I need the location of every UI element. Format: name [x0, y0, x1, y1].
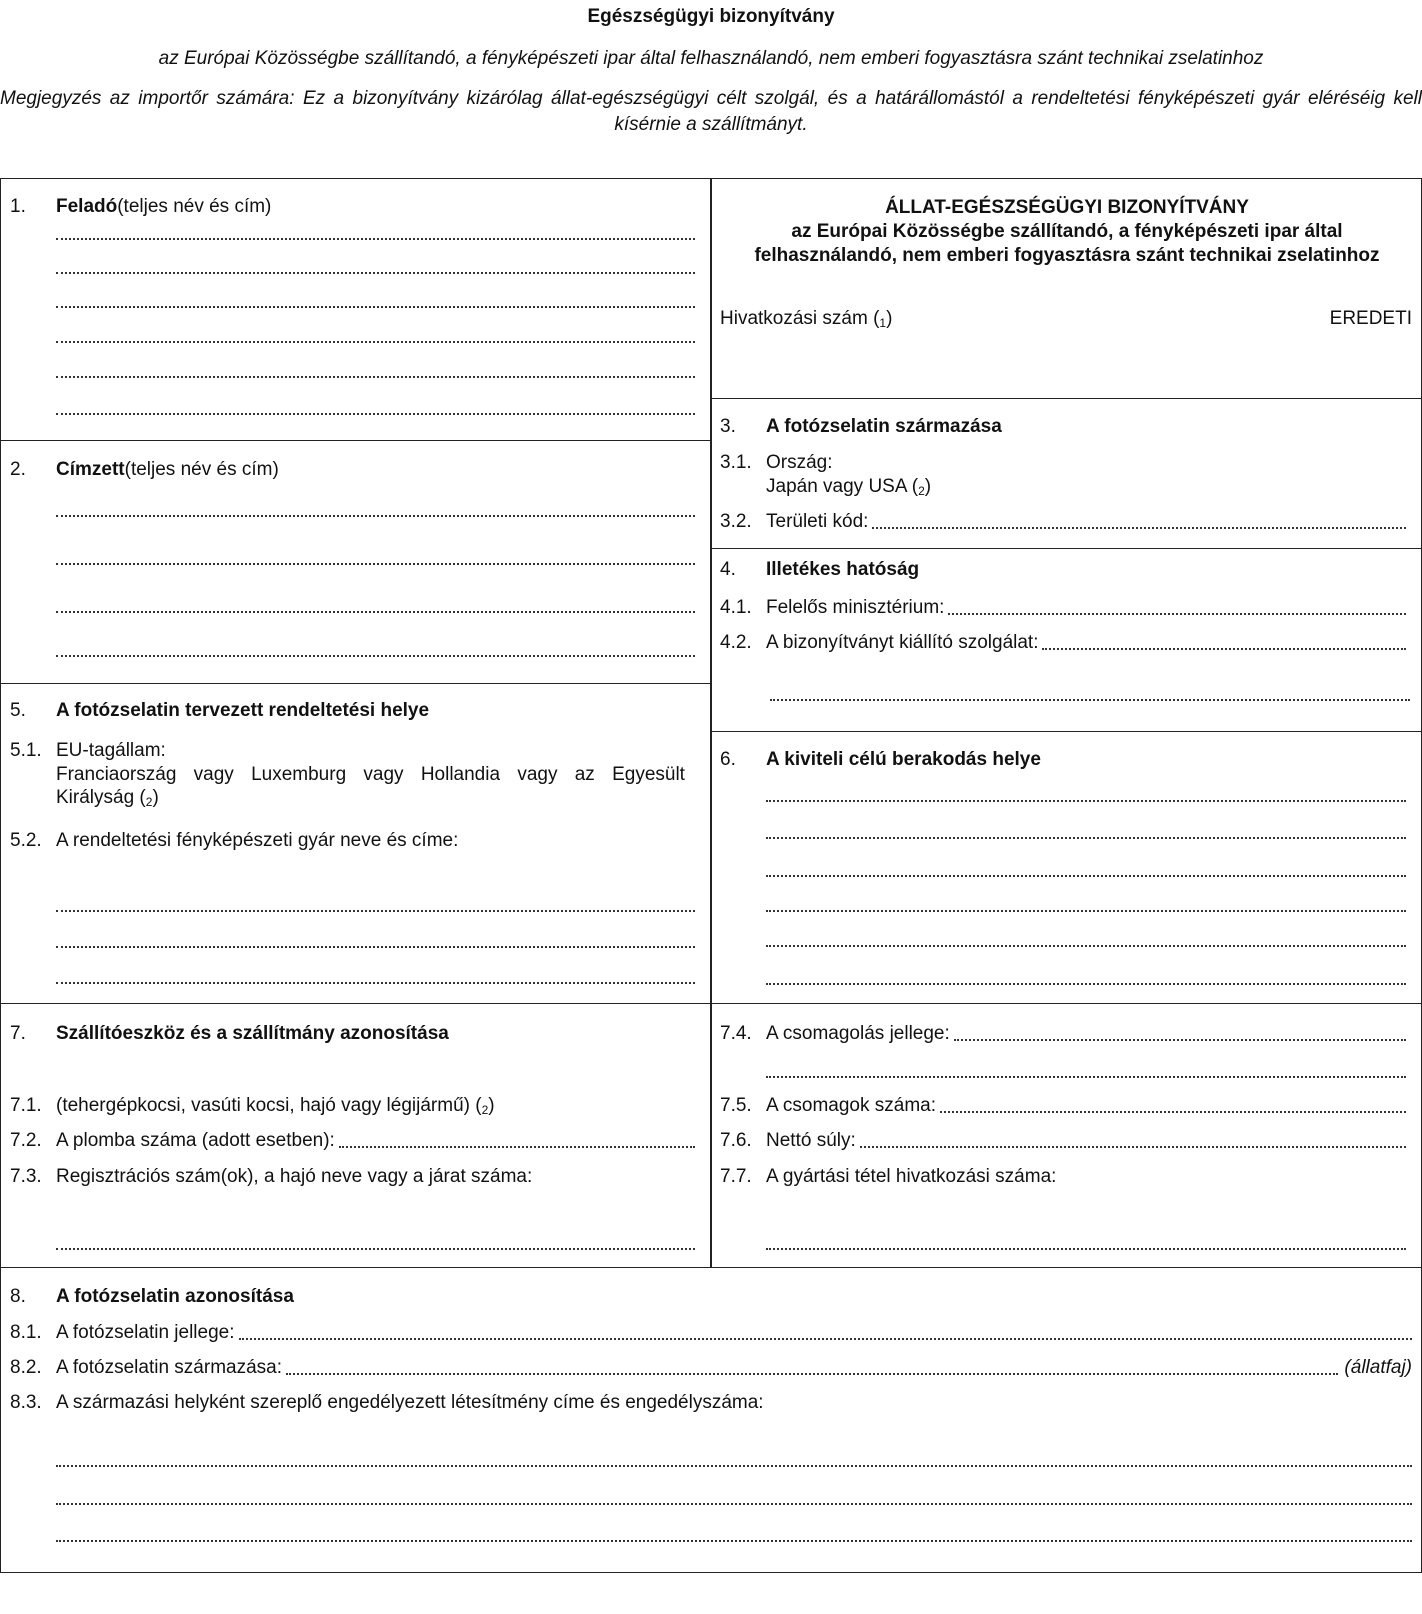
text-fragment: A származási helyként szereplő engedélyezett létesítmény címe és engedélyszáma:	[56, 1392, 764, 1413]
text-fragment: 2	[481, 1103, 489, 1117]
fill-line[interactable]	[770, 699, 1410, 701]
text-fragment: 4.1.	[720, 597, 752, 618]
text-fragment: Nettó súly:	[766, 1130, 856, 1151]
text-fragment: A plomba száma (adott esetben):	[56, 1130, 335, 1151]
fill-line[interactable]	[286, 1373, 1338, 1375]
text-fragment: 2	[145, 795, 153, 809]
text-fragment: 5.	[10, 700, 26, 721]
fill-line[interactable]	[56, 910, 695, 912]
text-fragment: )	[886, 308, 893, 329]
item-3-2	[720, 511, 1406, 533]
text-fragment: 7.	[10, 1023, 26, 1044]
text-fragment: A gyártási tétel hivatkozási száma:	[766, 1166, 1057, 1187]
fill-line[interactable]	[56, 563, 695, 565]
section-8-heading	[10, 1286, 294, 1308]
form-row	[766, 784, 1406, 806]
fill-line[interactable]	[239, 1338, 1412, 1340]
item-7-1	[10, 1095, 495, 1117]
text-fragment: 7.6.	[720, 1130, 752, 1151]
item-7-7	[720, 1166, 1057, 1188]
text-fragment: )	[152, 787, 159, 808]
text-fragment: 7.2.	[10, 1130, 42, 1151]
text-fragment: 8.	[10, 1286, 26, 1307]
fill-line[interactable]	[56, 611, 695, 613]
item-8-3	[10, 1392, 764, 1414]
fill-line[interactable]	[56, 655, 695, 657]
form-row	[56, 499, 695, 521]
text-fragment: Illetékes hatóság	[766, 559, 920, 580]
item-7-6	[720, 1130, 1406, 1152]
text-fragment: )	[924, 476, 932, 497]
fill-line[interactable]	[56, 1540, 1412, 1542]
form-row	[56, 1449, 1412, 1471]
fill-line[interactable]	[940, 1111, 1406, 1113]
importer-note: Megjegyzés az importőr számára: Ez a bizonyítvány kizárólag állat-egészségügyi célt szolgál, és a határállomástól a rendeltetési fényképészeti gyár eléréséig kell kísérnie a szállítmányt.	[0, 88, 1422, 135]
form-row	[56, 1524, 1412, 1546]
item-5-1	[10, 740, 166, 762]
item-7-5	[720, 1095, 1406, 1117]
text-fragment: 7.3.	[10, 1166, 42, 1187]
text-fragment: 2	[918, 484, 925, 498]
fill-line[interactable]	[766, 910, 1406, 912]
text-fragment: Hivatkozási szám (	[720, 308, 880, 329]
form-row	[56, 547, 695, 569]
text-fragment: 4.	[720, 559, 736, 580]
fill-line[interactable]	[339, 1146, 695, 1148]
text-fragment: A fotózselatin származása:	[56, 1357, 282, 1378]
text-fragment: 4.2.	[720, 632, 752, 653]
text-fragment: (tehergépkocsi, vasúti kocsi, hajó vagy légijármű) (	[56, 1095, 482, 1116]
fill-line[interactable]	[872, 527, 1406, 529]
text-fragment: 8.1.	[10, 1322, 42, 1343]
item-4-2	[720, 632, 1406, 654]
form-row	[766, 894, 1406, 916]
form-row	[56, 222, 695, 244]
original-label: EREDETI	[1329, 308, 1412, 329]
section-1-heading	[10, 196, 272, 218]
item-5-2	[10, 830, 459, 852]
text-fragment: (teljes név és cím)	[124, 459, 279, 480]
section-4-heading	[720, 559, 920, 581]
text-fragment: 3.2.	[720, 511, 752, 532]
item-7-4	[720, 1023, 1406, 1045]
text-fragment: Ország:	[766, 452, 833, 473]
text-fragment: 3.	[720, 416, 736, 437]
fill-line[interactable]	[766, 1076, 1406, 1078]
form-row	[766, 859, 1406, 881]
form-row	[56, 930, 695, 952]
text-fragment: 7.5.	[720, 1095, 752, 1116]
item-3-1	[720, 452, 833, 474]
fill-line[interactable]	[56, 515, 695, 517]
form-row	[766, 821, 1406, 843]
form-row	[56, 595, 695, 617]
text-fragment: A fotózselatin tervezett rendeltetési helye	[56, 700, 430, 721]
fill-line[interactable]	[56, 1503, 1412, 1505]
text-fragment: az Európai Közösségbe szállítandó, a fényképészeti ipar által	[791, 221, 1343, 242]
item-5-1-countries-end	[56, 787, 159, 809]
item-4-1	[720, 597, 1406, 619]
text-fragment: 6.	[720, 749, 736, 770]
text-fragment: Címzett	[56, 459, 125, 480]
section-3-heading	[720, 416, 1002, 438]
fill-line[interactable]	[56, 1465, 1412, 1467]
item-8-2	[10, 1357, 1412, 1379]
fill-line[interactable]	[56, 982, 695, 984]
form-row	[56, 325, 695, 347]
text-fragment: A fotózselatin azonosítása	[56, 1286, 294, 1307]
form-row	[766, 1060, 1406, 1082]
text-fragment: 7.1.	[10, 1095, 42, 1116]
section-7-heading	[10, 1023, 449, 1045]
fill-line[interactable]	[766, 1248, 1406, 1250]
fill-line[interactable]	[56, 413, 695, 415]
text-fragment: A csomagok száma:	[766, 1095, 937, 1116]
item-5-1-countries	[56, 764, 702, 786]
form-row	[56, 966, 695, 988]
text-fragment: Franciaország vagy Luxemburg vagy Hollandia vagy az Egyesült	[56, 764, 685, 785]
fill-line[interactable]	[1042, 648, 1406, 650]
form-row	[56, 256, 695, 278]
text-fragment: Királyság (	[56, 787, 146, 808]
fill-line[interactable]	[766, 945, 1406, 947]
section-2-heading	[10, 459, 279, 481]
doc-subtitle: az Európai Közösségbe szállítandó, a fényképészeti ipar által felhasználandó, nem emberi fogyasztásra szánt technikai zselatinhoz	[158, 48, 1264, 69]
form-row	[766, 967, 1406, 989]
item-7-3	[10, 1166, 533, 1188]
fill-line[interactable]	[766, 800, 1406, 802]
text-fragment: Japán vagy USA (	[766, 476, 919, 497]
text-fragment: 3.1.	[720, 452, 752, 473]
item-8-1	[10, 1322, 1412, 1344]
fill-line[interactable]	[56, 272, 695, 274]
text-fragment: Regisztrációs szám(ok), a hajó neve vagy a járat száma:	[56, 1166, 533, 1187]
reference-number-label	[720, 308, 892, 330]
text-fragment: A bizonyítványt kiállító szolgálat:	[766, 632, 1039, 653]
text-fragment: A rendeltetési fényképészeti gyár neve és címe:	[56, 830, 459, 851]
form-row	[56, 1487, 1412, 1509]
fill-line[interactable]	[56, 376, 695, 378]
fill-line[interactable]	[56, 946, 695, 948]
text-fragment: 8.2.	[10, 1357, 42, 1378]
fill-line[interactable]	[766, 875, 1406, 877]
fill-line[interactable]	[56, 238, 695, 240]
text-fragment: (teljes név és cím)	[117, 196, 272, 217]
form-row	[56, 397, 695, 419]
fill-line[interactable]	[766, 983, 1406, 985]
text-fragment: 7.4.	[720, 1023, 752, 1044]
section-5-heading	[10, 700, 430, 722]
text-fragment: 2.	[10, 459, 26, 480]
text-fragment: Felelős minisztérium:	[766, 597, 945, 618]
form-row	[770, 683, 1410, 705]
doc-title: Egészségügyi bizonyítvány	[587, 6, 835, 27]
fill-line[interactable]	[766, 837, 1406, 839]
text-fragment: 7.7.	[720, 1166, 752, 1187]
fill-line[interactable]	[948, 613, 1406, 615]
text-fragment: 5.2.	[10, 830, 42, 851]
item-3-1-value	[766, 476, 931, 498]
fill-line[interactable]	[56, 1248, 695, 1250]
text-fragment: Területi kód:	[766, 511, 869, 532]
text-fragment: 5.1.	[10, 740, 42, 761]
text-fragment: 1.	[10, 196, 26, 217]
form-row	[56, 290, 695, 312]
fill-line[interactable]	[860, 1146, 1406, 1148]
text-fragment: ÁLLAT-EGÉSZSÉGÜGYI BIZONYÍTVÁNY	[885, 197, 1249, 218]
fill-line[interactable]	[56, 341, 695, 343]
text-fragment: (állatfaj)	[1344, 1357, 1412, 1378]
fill-line[interactable]	[954, 1039, 1406, 1041]
text-fragment: Feladó	[56, 196, 118, 217]
text-fragment: A fotózselatin származása	[766, 416, 1002, 437]
form-row	[766, 1232, 1406, 1254]
text-fragment: Szállítóeszköz és a szállítmány azonosítása	[56, 1023, 449, 1044]
text-fragment: 8.3.	[10, 1392, 42, 1413]
item-7-2	[10, 1130, 695, 1152]
form-row	[56, 639, 695, 661]
text-fragment: felhasználandó, nem emberi fogyasztásra szánt technikai zselatinhoz	[754, 245, 1380, 266]
text-fragment: A kiviteli célú berakodás helye	[766, 749, 1041, 770]
text-fragment: 1	[879, 316, 887, 330]
text-fragment: A fotózselatin jellege:	[56, 1322, 235, 1343]
fill-line[interactable]	[56, 306, 695, 308]
certificate-heading	[712, 196, 1422, 268]
text-fragment: )	[488, 1095, 495, 1116]
section-6-heading	[720, 749, 1041, 771]
form-row	[56, 1232, 695, 1254]
text-fragment: EU-tagállam:	[56, 740, 166, 761]
form-row	[56, 894, 695, 916]
text-fragment: A csomagolás jellege:	[766, 1023, 950, 1044]
form-row	[56, 360, 695, 382]
form-row	[766, 929, 1406, 951]
